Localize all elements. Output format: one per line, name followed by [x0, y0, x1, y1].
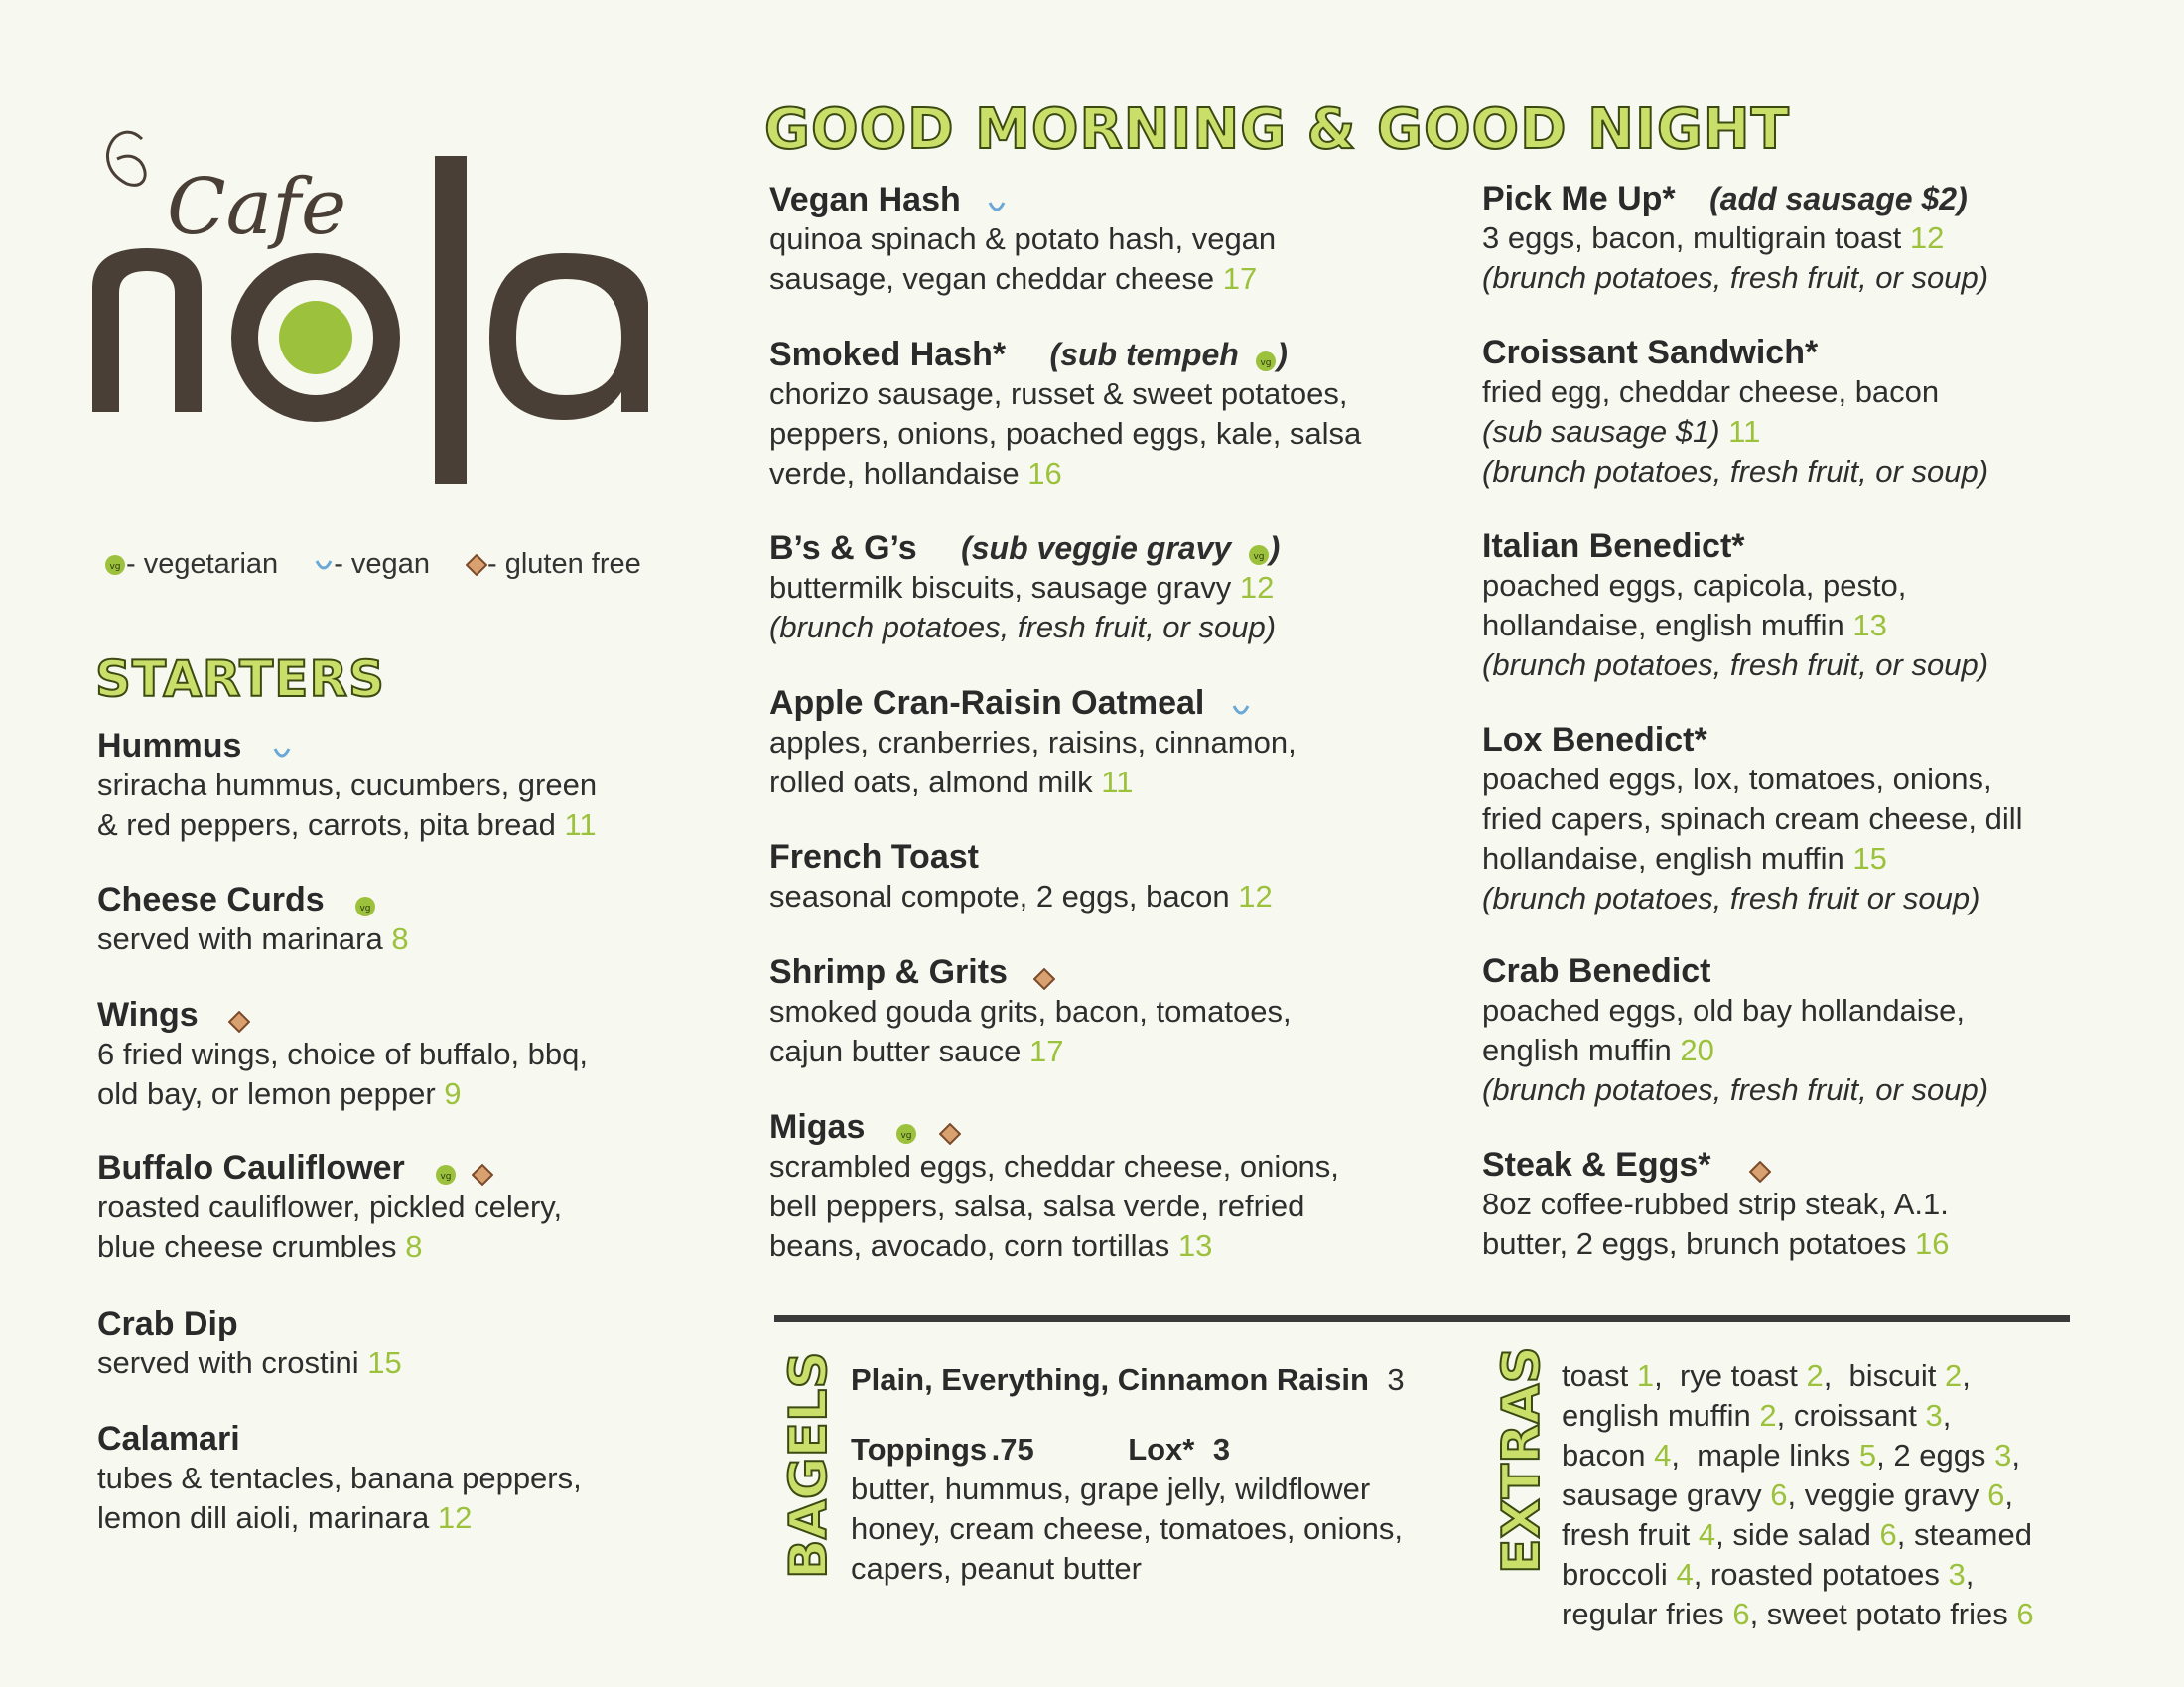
- svg-text:vg: vg: [1253, 551, 1265, 562]
- item-migas: Migas vg scrambled eggs, cheddar cheese, onions, bell peppers, salsa, salsa verde, refried beans, avocado, corn tortillas 13: [769, 1108, 1339, 1263]
- gluten-free-icon: [1749, 1161, 1771, 1183]
- gluten-free-icon: [472, 1164, 493, 1186]
- item-pick-me-up: Pick Me Up* (add sausage $2) 3 eggs, bacon, multigrain toast 12 (brunch potatoes, fresh fruit, or soup): [1482, 180, 1989, 295]
- item-vegan-hash: Vegan Hash quinoa spinach & potato hash, vegan sausage, vegan cheddar cheese 17: [769, 181, 1277, 296]
- logo-script-text: Cafe: [167, 163, 347, 252]
- legend-gluten-free: - gluten free: [466, 548, 641, 580]
- item-bs-and-gs: B’s & G’s (sub veggie gravy vg ) buttermilk biscuits, sausage gravy 12 (brunch potatoes, fresh fruit, or soup): [769, 529, 1281, 644]
- vegan-icon: [987, 197, 1007, 216]
- svg-text:vg: vg: [440, 1171, 452, 1182]
- main-heading: GOOD MORNING & GOOD NIGHT: [764, 97, 1790, 162]
- svg-text:vg: vg: [359, 903, 371, 914]
- vegetarian-icon: [1248, 544, 1270, 566]
- svg-text:vg: vg: [900, 1130, 912, 1141]
- cafe-nola-logo: [87, 104, 663, 492]
- item-french-toast: French Toast seasonal compote, 2 eggs, bacon 12: [769, 838, 1273, 914]
- vegetarian-icon: [895, 1123, 917, 1145]
- starters-heading: STARTERS: [95, 650, 385, 708]
- dietary-legend: [104, 548, 669, 581]
- vegetarian-icon: [354, 896, 376, 917]
- gluten-free-icon: [228, 1011, 250, 1033]
- starter-crab-dip: Crab Dip served with crostini 15: [97, 1305, 402, 1380]
- item-smoked-hash: Smoked Hash* (sub tempeh vg ) chorizo sausage, russet & sweet potatoes, peppers, onions, poached eggs, kale, salsa verde, hollandaise 16: [769, 336, 1362, 491]
- bagels-section: Plain, Everything, Cinnamon Raisin 3 Toppings .75 Lox* 3 butter, hummus, grape jelly, wildflower honey, cream cheese, tomatoes, onions, capers, peanut butter: [851, 1362, 1405, 1586]
- bagels-heading: BAGELS: [779, 1351, 839, 1579]
- vegan-icon: [1231, 700, 1251, 720]
- starter-hummus: Hummus sriracha hummus, cucumbers, green & red peppers, carrots, pita bread 11: [97, 727, 598, 842]
- vegetarian-icon: [1255, 351, 1277, 372]
- vegetarian-icon: [435, 1164, 457, 1186]
- item-steak-and-eggs: Steak & Eggs* 8oz coffee-rubbed strip steak, A.1. butter, 2 eggs, brunch potatoes 16: [1482, 1146, 1950, 1261]
- vegan-icon: [272, 743, 292, 763]
- starter-cheese-curds: Cheese Curds vg served with marinara 8: [97, 881, 409, 956]
- svg-text:vg: vg: [1260, 357, 1272, 368]
- starter-buffalo-cauliflower: Buffalo Cauliflower vg roasted cauliflower, pickled celery, blue cheese crumbles 8: [97, 1149, 563, 1264]
- extras-list: toast 1, rye toast 2, biscuit 2, english muffin 2, croissant 3, bacon 4, maple links 5, 2 eggs 3, sausage gravy 6, veggie gravy 6, fresh fruit 4, side salad 6, steamed broccoli 4, roasted potatoes 3, regular fries 6, sweet potato fries 6: [1562, 1358, 2034, 1631]
- item-apple-oatmeal: Apple Cran-Raisin Oatmeal apples, cranberries, raisins, cinnamon, rolled oats, almond milk 11: [769, 684, 1297, 799]
- item-shrimp-grits: Shrimp & Grits smoked gouda grits, bacon, tomatoes, cajun butter sauce 17: [769, 953, 1292, 1068]
- legend-vegetarian: vg - vegetarian: [104, 548, 286, 580]
- item-croissant-sandwich: Croissant Sandwich* fried egg, cheddar cheese, bacon (sub sausage $1) 11 (brunch potatoes, fresh fruit, or soup): [1482, 334, 1989, 489]
- gluten-free-icon: [1033, 968, 1055, 990]
- section-divider: [774, 1315, 2070, 1322]
- vegetarian-icon: [104, 554, 126, 576]
- legend-vegan: - vegan: [314, 548, 438, 580]
- starter-calamari: Calamari tubes & tentacles, banana peppers, lemon dill aioli, marinara 12: [97, 1420, 582, 1535]
- gluten-free-icon: [939, 1123, 961, 1145]
- svg-text:vg: vg: [109, 562, 121, 573]
- vegan-icon: [314, 555, 334, 575]
- starter-wings: Wings 6 fried wings, choice of buffalo, bbq, old bay, or lemon pepper 9: [97, 996, 589, 1111]
- extras-heading: EXTRAS: [1492, 1346, 1552, 1574]
- item-crab-benedict: Crab Benedict poached eggs, old bay hollandaise, english muffin 20 (brunch potatoes, fresh fruit, or soup): [1482, 952, 1989, 1107]
- item-lox-benedict: Lox Benedict* poached eggs, lox, tomatoes, onions, fried capers, spinach cream cheese, dill hollandaise, english muffin 15 (brunch potatoes, fresh fruit or soup): [1482, 721, 2023, 915]
- gluten-free-icon: [466, 554, 487, 576]
- item-italian-benedict: Italian Benedict* poached eggs, capicola, pesto, hollandaise, english muffin 13 (brunch potatoes, fresh fruit, or soup): [1482, 527, 1989, 682]
